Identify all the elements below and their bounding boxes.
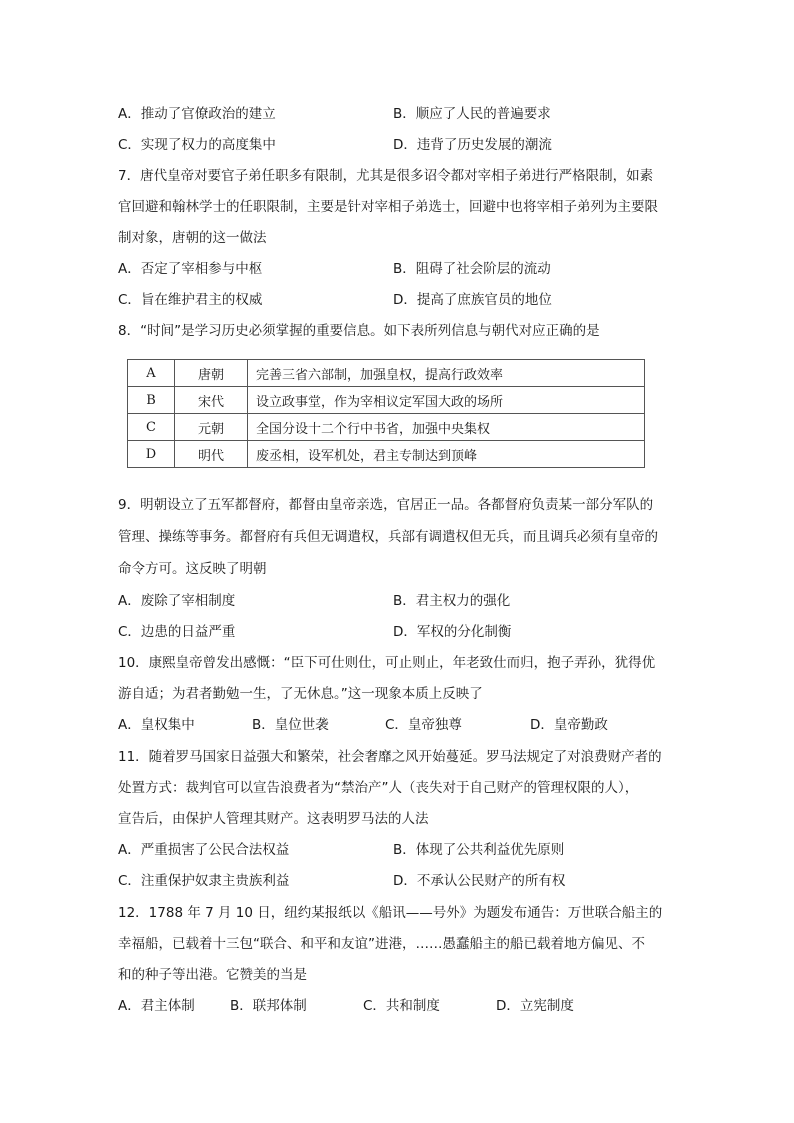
q7-stem-line-2: 官回避和翰林学士的任职限制，主要是针对宰相子弟选士，回避中也将宰相子弟列为主要限 <box>118 199 658 215</box>
q9-option-b: B．君主权力的强化 <box>393 593 511 609</box>
q9-option-c: C．边患的日益严重 <box>118 624 236 640</box>
table-row <box>128 414 645 441</box>
q9-stem-line-1: 9．明朝设立了五军都督府，都督由皇帝亲选，官居正一品。各都督府负责某一部分军队的 <box>118 497 654 513</box>
table-row <box>128 387 645 414</box>
table-cell: 废丞相，设军机处，君主专制达到顶峰 <box>248 441 645 468</box>
table-cell: C <box>128 414 175 441</box>
q9-option-a: A．废除了宰相制度 <box>118 593 236 609</box>
q7-option-d: D．提高了庶族官员的地位 <box>393 292 552 308</box>
q12-option-d: D．立宪制度 <box>496 998 574 1014</box>
table-row <box>128 441 645 468</box>
q8-stem: 8．“时间”是学习历史必须掌握的重要信息。如下表所列信息与朝代对应正确的是 <box>118 323 600 339</box>
q10-option-a: A．皇权集中 <box>118 717 195 733</box>
table-row <box>128 360 645 387</box>
q12-stem-line-1: 12．1788 年 7 月 10 日，纽约某报纸以《船讯——号外》为题发布通告：万世联合船主的 <box>118 905 663 921</box>
q9-option-d: D．军权的分化制衡 <box>393 624 512 640</box>
q10-stem-line-1: 10．康熙皇帝曾发出感慨：“臣下可仕则仕，可止则止，年老致仕而归，抱子弄孙，犹得优 <box>118 655 656 671</box>
q11-option-c: C．注重保护奴隶主贵族利益 <box>118 873 290 889</box>
table-cell: A <box>128 360 175 387</box>
q11-option-a: A．严重损害了公民合法权益 <box>118 842 290 858</box>
q12-stem-line-2: 幸福船，已载着十三包“联合、和平和友谊”进港，……愚蠢船主的船已载着地方偏见、不 <box>118 936 645 952</box>
q11-stem-line-2: 处置方式：裁判官可以宣告浪费者为“禁治产”人（丧失对于自己财产的管理权限的人）， <box>118 780 639 796</box>
table-cell: 全国分设十二个行中书省，加强中央集权 <box>248 414 645 441</box>
q10-option-d: D．皇帝勤政 <box>530 717 608 733</box>
q12-option-a: A．君主体制 <box>118 998 195 1014</box>
table-cell: 元朝 <box>175 414 248 441</box>
q7-option-b: B．阻碍了社会阶层的流动 <box>393 261 551 277</box>
q11-option-b: B．体现了公共利益优先原则 <box>393 842 565 858</box>
q11-stem-line-3: 宣告后，由保护人管理其财产。这表明罗马法的人法 <box>118 811 429 827</box>
q9-stem-line-2: 管理、操练等事务。都督府有兵但无调遣权，兵部有调遣权但无兵，而且调兵必须有皇帝的 <box>118 529 658 545</box>
q6-option-c: C．实现了权力的高度集中 <box>118 137 276 153</box>
q12-option-b: B．联邦体制 <box>230 998 307 1014</box>
q12-stem-line-3: 和的种子等出港。它赞美的当是 <box>118 967 307 983</box>
q6-option-d: D．违背了历史发展的潮流 <box>393 137 552 153</box>
table-cell: 明代 <box>175 441 248 468</box>
table-cell: B <box>128 387 175 414</box>
table-cell: 宋代 <box>175 387 248 414</box>
q11-stem-line-1: 11．随着罗马国家日益强大和繁荣，社会奢靡之风开始蔓延。罗马法规定了对浪费财产者的 <box>118 749 662 765</box>
q10-option-b: B．皇位世袭 <box>252 717 329 733</box>
table-cell: 设立政事堂，作为宰相议定军国大政的场所 <box>248 387 645 414</box>
q10-stem-line-2: 游自适；为君者勤勉一生，了无休息。”这一现象本质上反映了 <box>118 686 483 702</box>
q7-option-c: C．旨在维护君主的权威 <box>118 292 263 308</box>
q11-option-d: D．不承认公民财产的所有权 <box>393 873 566 889</box>
table-cell: 完善三省六部制，加强皇权，提高行政效率 <box>248 360 645 387</box>
q10-option-c: C．皇帝独尊 <box>385 717 462 733</box>
q7-stem-line-3: 制对象，唐朝的这一做法 <box>118 230 267 246</box>
q6-option-a: A．推动了官僚政治的建立 <box>118 106 276 122</box>
q12-option-c: C．共和制度 <box>363 998 440 1014</box>
q6-option-b: B．顺应了人民的普遍要求 <box>393 106 551 122</box>
q8-table <box>127 359 645 468</box>
q7-option-a: A．否定了宰相参与中枢 <box>118 261 263 277</box>
q9-stem-line-3: 命令方可。这反映了明朝 <box>118 561 267 577</box>
q7-stem-line-1: 7．唐代皇帝对要官子弟任职多有限制，尤其是很多诏令都对宰相子弟进行严格限制，如素 <box>118 168 654 184</box>
table-cell: 唐朝 <box>175 360 248 387</box>
table-cell: D <box>128 441 175 468</box>
